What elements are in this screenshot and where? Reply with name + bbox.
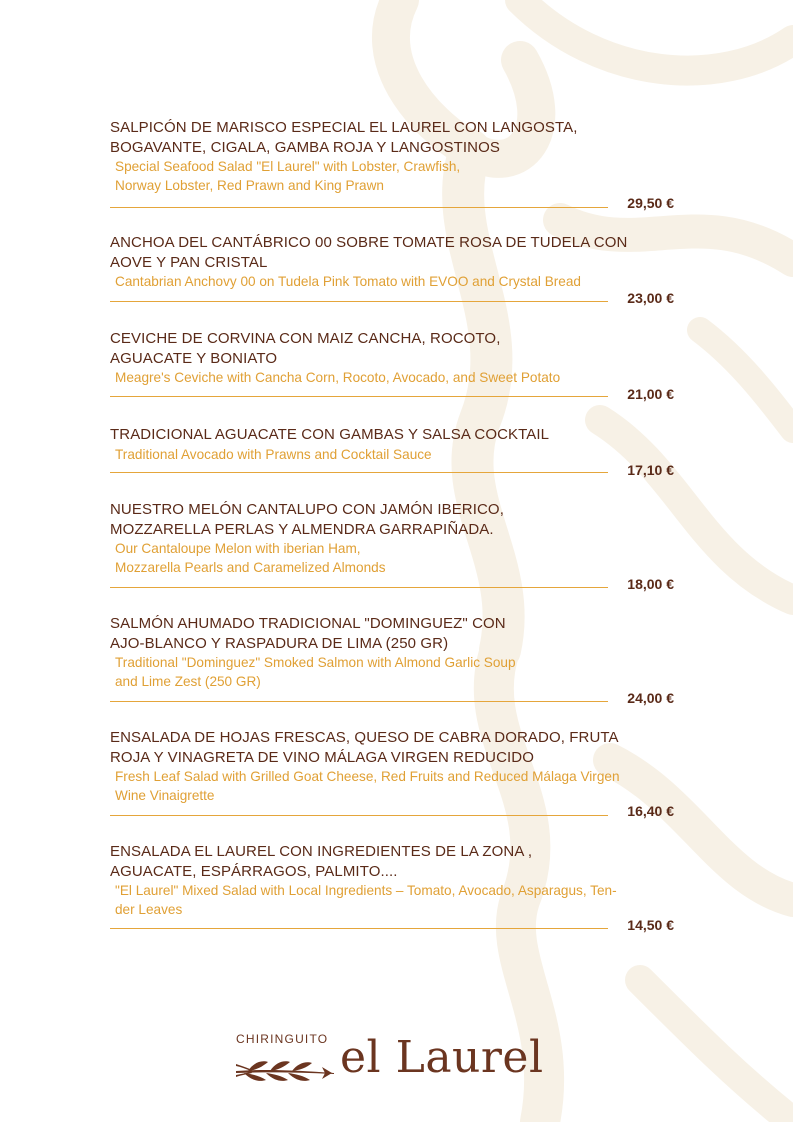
dish-name-en: Traditional Avocado with Prawns and Cocktail Sauce: [115, 446, 432, 462]
dish-name-en: Cantabrian Anchovy 00 on Tudela Pink Tomato with EVOO and Crystal Bread: [115, 274, 581, 289]
dish-price: 14,50 €: [627, 917, 674, 933]
dish-name-en: "El Laurel" Mixed Salad with Local Ingredients – Tomato, Avocado, Asparagus, Ten- der Leaves: [115, 883, 617, 917]
dish-price: 24,00 €: [627, 690, 674, 706]
menu-item: [110, 842, 690, 919]
price-rule: [110, 207, 608, 208]
dish-name-es: CEVICHE DE CORVINA CON MAIZ CANCHA, ROCOTO, AGUACATE Y BONIATO: [110, 330, 501, 367]
price-rule: [110, 701, 608, 702]
dish-price: 18,00 €: [627, 576, 674, 592]
menu-item: [110, 233, 690, 291]
dish-price: 16,40 €: [627, 803, 674, 819]
dish-name-es: NUESTRO MELÓN CANTALUPO CON JAMÓN IBERICO, MOZZARELLA PERLAS Y ALMENDRA GARRAPIÑADA.: [110, 501, 504, 538]
dish-name-es: ENSALADA DE HOJAS FRESCAS, QUESO DE CABRA DORADO, FRUTA ROJA Y VINAGRETA DE VINO MÁLAGA VIRGEN REDUCIDO: [110, 729, 619, 766]
chiringuito-el-laurel-logo: [230, 1028, 570, 1088]
menu-item: [110, 614, 690, 691]
dish-price: 21,00 €: [627, 386, 674, 402]
dish-price: 29,50 €: [627, 195, 674, 211]
menu-item: [110, 728, 690, 805]
menu-item: [110, 425, 690, 464]
price-rule: [110, 928, 608, 929]
dish-price: 17,10 €: [627, 462, 674, 478]
dish-name-en: Fresh Leaf Salad with Grilled Goat Cheese, Red Fruits and Reduced Málaga Virgen Wine Vinaigrette: [115, 769, 620, 803]
menu-item: [110, 329, 690, 387]
dish-name-es: ENSALADA EL LAUREL CON INGREDIENTES DE LA ZONA , AGUACATE, ESPÁRRAGOS, PALMITO....: [110, 843, 533, 880]
price-rule: [110, 301, 608, 302]
dish-name-es: SALMÓN AHUMADO TRADICIONAL "DOMINGUEZ" CON AJO-BLANCO Y RASPADURA DE LIMA (250 GR): [110, 615, 506, 652]
price-rule: [110, 472, 608, 473]
dish-name-en: Our Cantaloupe Melon with iberian Ham, Mozzarella Pearls and Caramelized Almonds: [115, 541, 386, 575]
menu-item: [110, 118, 690, 195]
dish-price: 23,00 €: [627, 290, 674, 306]
dish-name-en: Meagre's Ceviche with Cancha Corn, Rocoto, Avocado, and Sweet Potato: [115, 370, 561, 385]
dish-name-es: ANCHOA DEL CANTÁBRICO 00 SOBRE TOMATE ROSA DE TUDELA CON AOVE Y PAN CRISTAL: [110, 234, 628, 271]
dish-name-es: TRADICIONAL AGUACATE CON GAMBAS Y SALSA COCKTAIL: [110, 426, 550, 443]
dish-name-en: Traditional "Dominguez" Smoked Salmon with Almond Garlic Soup and Lime Zest (250 GR): [115, 655, 516, 689]
price-rule: [110, 396, 608, 397]
menu-item: [110, 500, 690, 577]
price-rule: [110, 587, 608, 588]
price-rule: [110, 815, 608, 816]
logo-subtitle: CHIRINGUITO: [236, 1032, 329, 1046]
laurel-branch-icon: [234, 1054, 336, 1084]
dish-name-es: SALPICÓN DE MARISCO ESPECIAL EL LAUREL CON LANGOSTA, BOGAVANTE, CIGALA, GAMBA ROJA Y LANGOSTINOS: [110, 119, 578, 156]
logo-wordmark: el Laurel: [340, 1032, 544, 1083]
dish-name-en: Special Seafood Salad "El Laurel" with Lobster, Crawfish, Norway Lobster, Red Prawn and King Prawn: [115, 159, 461, 193]
